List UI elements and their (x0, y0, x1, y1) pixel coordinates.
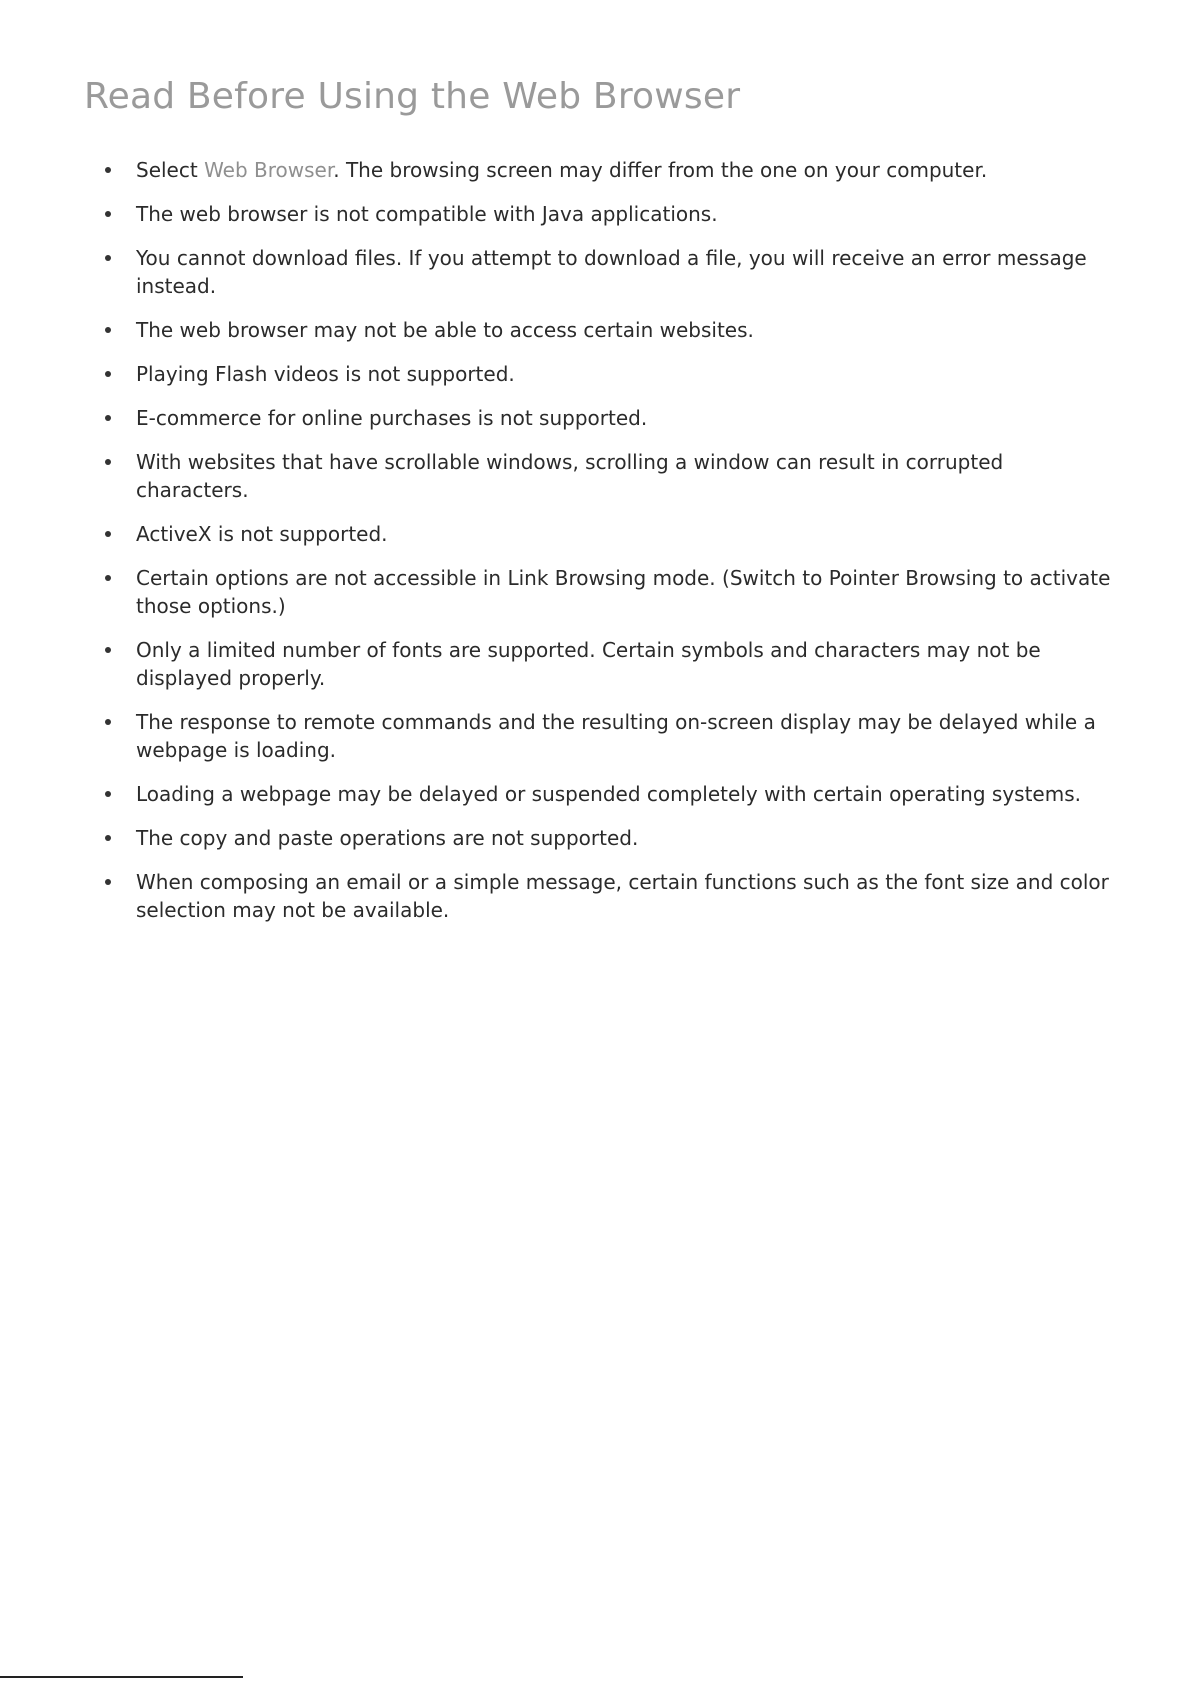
list-item (100, 868, 1120, 924)
bullet-dot-icon (105, 327, 111, 333)
list-item (100, 448, 1120, 504)
bullet-dot-icon (105, 531, 111, 537)
list-item (100, 404, 1120, 432)
bullet-dot-icon (105, 647, 111, 653)
bullet-dot-icon (105, 371, 111, 377)
bullet-text: The copy and paste operations are not supported. (136, 826, 639, 850)
bullet-dot-icon (105, 415, 111, 421)
bullet-text: With websites that have scrollable windows, scrolling a window can result in corrupted characters. (136, 450, 1004, 502)
bullet-text: The web browser may not be able to access certain websites. (136, 318, 754, 342)
list-item (100, 564, 1120, 620)
list-item (100, 708, 1120, 764)
list-item (100, 156, 1120, 184)
bullet-dot-icon (105, 255, 111, 261)
list-item (100, 780, 1120, 808)
bullet-list (100, 156, 1120, 940)
web-browser-term: Web Browser (204, 158, 334, 182)
bullet-text: ActiveX is not supported. (136, 522, 388, 546)
bullet-dot-icon (105, 835, 111, 841)
bullet-text: The web browser is not compatible with Java applications. (136, 202, 718, 226)
bullet-dot-icon (105, 459, 111, 465)
list-item (100, 316, 1120, 344)
bullet-text: E-commerce for online purchases is not supported. (136, 406, 648, 430)
bullet-dot-icon (105, 575, 111, 581)
bullet-text-suffix: . The browsing screen may differ from the one on your computer. (333, 158, 988, 182)
bullet-text: Certain options are not accessible in Link Browsing mode. (Switch to Pointer Browsing to activate those options.) (136, 566, 1111, 618)
bullet-dot-icon (105, 167, 111, 173)
bullet-text: Only a limited number of fonts are supported. Certain symbols and characters may not be displayed properly. (136, 638, 1041, 690)
page-title: Read Before Using the Web Browser (84, 76, 741, 117)
bullet-text: You cannot download files. If you attempt to download a file, you will receive an error message instead. (136, 246, 1087, 298)
footer-divider (0, 1676, 243, 1678)
bullet-dot-icon (105, 719, 111, 725)
list-item (100, 244, 1120, 300)
list-item (100, 824, 1120, 852)
bullet-text-prefix: Select (136, 158, 205, 182)
list-item (100, 200, 1120, 228)
list-item (100, 520, 1120, 548)
bullet-text: Playing Flash videos is not supported. (136, 362, 515, 386)
bullet-text: Loading a webpage may be delayed or suspended completely with certain operating systems. (136, 782, 1081, 806)
bullet-text: The response to remote commands and the resulting on-screen display may be delayed while a webpage is loading. (136, 710, 1096, 762)
bullet-dot-icon (105, 211, 111, 217)
bullet-text: When composing an email or a simple message, certain functions such as the font size and color selection may not be available. (136, 870, 1109, 922)
list-item (100, 636, 1120, 692)
bullet-dot-icon (105, 879, 111, 885)
bullet-dot-icon (105, 791, 111, 797)
list-item (100, 360, 1120, 388)
